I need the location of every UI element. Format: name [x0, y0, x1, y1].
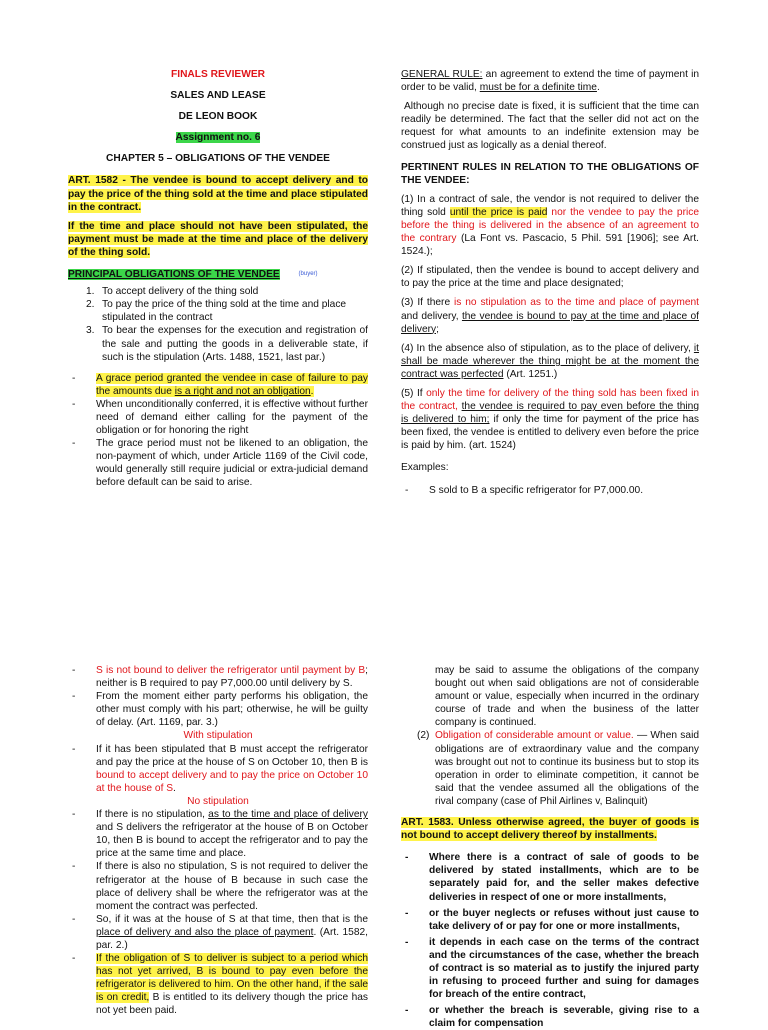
left-column-top	[68, 68, 368, 490]
example-item: - S sold to B a specific refrigerator for P7,000.00.	[405, 484, 644, 496]
art-1582: ART. 1582 - The vendee is bound to accept delivery and to pay the price of the thing sold at the time and place stipulated in the contract.	[68, 175, 368, 213]
continuation-para: may be said to assume the obligations of the company bought out when said obligations are not of considerable amount or value, especially when incurred in the ordinary course of trade and when the business of the latter company is continued.	[435, 665, 699, 729]
obligation-2: (2) Obligation of considerable amount or value. — When said obligations are of extraordinary value and the company was brought out not to continue its business but to stop its operation in order to eliminate competition, it cannot be said that the vendee assumed all the obligations of the rival company (case of Phil Airlines v, Balinquit)	[417, 730, 699, 807]
list-item: - it depends in each case on the terms of the contract and the circumstances of the case, whether the breach of contract is so material as to justify the injured party in refusing to proceed further and suing for damages for breach of the entire contract,	[405, 936, 699, 1001]
examples-label: Examples:	[401, 462, 449, 474]
s-not-bound-item: - S is not bound to deliver the refrigerator until payment by B; neither is B required to pay P7,000.00 until delivery by S.	[72, 665, 368, 690]
although-para: Although no precise date is fixed, it is sufficient that the time can readily be determined. The fact that the seller did not act on the request for what amounts to an indefinite extension may be construed just as logically as a denial thereof.	[401, 101, 699, 152]
so-item: - So, if it was at the house of S at that time, then that is the place of delivery and also the place of payment. (Art. 1582, par. 2.)	[72, 913, 368, 951]
grace-item: - A grace period granted the vendee in case of failure to pay the amounts due is a right and not an obligation.	[72, 372, 368, 397]
top-page	[0, 0, 768, 512]
list-item: 3. To bear the expenses for the execution and registration of the sale and putting the goods in a deliverable state, if such is the stipulation (Arts. 1488, 1521, last par.)	[86, 325, 368, 363]
doc-title: FINALS REVIEWER	[171, 69, 265, 80]
rule-4: (4) In the absence also of stipulation, as to the place of delivery, it shall be made wherever the thing might be at the moment the contract was perfected (Art. 1251.)	[401, 342, 699, 380]
grace-period-item: - The grace period must not be likened to an obligation, the non-payment of which, under Article 1169 of the Civil code, would generally still require judicial or extra-judicial demand before default can be said to arise.	[72, 438, 368, 489]
no-stipulation-item: - If there is no stipulation, as to the time and place of delivery and S delivers the refrigerator at the house of B on October 10, then B is bound to accept the refrigerator and to pay the price at the same time and place.	[72, 809, 368, 860]
doc-subtitle: SALES AND LEASE	[170, 90, 266, 102]
principal-note: (buyer)	[298, 271, 318, 278]
art-1583: ART. 1583. Unless otherwise agreed, the buyer of goods is not bound to accept delivery thereof by installments.	[401, 817, 699, 842]
assignment-label: Assignment no. 6	[175, 132, 261, 144]
general-rule: GENERAL RULE: an agreement to extend the time of payment in order to be valid, must be for a definite time.	[401, 69, 699, 94]
chapter-heading: CHAPTER 5 – OBLIGATIONS OF THE VENDEE	[106, 153, 330, 165]
bottom-page	[0, 512, 768, 1030]
doc-book: DE LEON BOOK	[178, 111, 258, 123]
installment-list	[401, 851, 699, 1030]
list-item: - or whether the breach is severable, giving rise to a claim for compensation	[405, 1005, 699, 1030]
uncond-item: - When unconditionally conferred, it is effective without further need of demand either calling for the payment of the obligation or for honoring the right	[72, 398, 368, 437]
rule-3: (3) If there is no stipulation as to the time and place of payment and delivery, the vendee is bound to pay at the time and place of delivery;	[401, 297, 700, 335]
right-column-bottom	[401, 664, 699, 1030]
principal-heading: PRINCIPAL OBLIGATIONS OF THE VENDEE	[68, 269, 280, 281]
rule-2: (2) If stipulated, then the vendee is bound to accept delivery and to pay the price at the time and place designated;	[401, 265, 699, 290]
no-stipulation-label: No stipulation	[187, 795, 249, 807]
pertinent-heading: PERTINENT RULES IN RELATION TO THE OBLIGATIONS OF THE VENDEE:	[401, 161, 699, 186]
list-item: 2. To pay the price of the thing sold at the time and place stipulated in the contract	[86, 299, 347, 324]
art-1582-b: If the time and place should not have been stipulated, the payment must be made at the time and place of the delivery of the thing sold.	[68, 220, 368, 258]
rule-1: (1) In a contract of sale, the vendor is not required to deliver the thing sold until the price is paid nor the vendee to pay the price before the thing is delivered in the absence of an agreement to the contrary (La Font vs. Pascacio, 5 Phil. 591 [1906]; see Art. 1524.);	[401, 193, 699, 258]
right-column-top	[401, 68, 699, 497]
obligations-list	[68, 285, 368, 364]
list-item: - or the buyer neglects or refuses without just cause to take delivery of or pay for one or more installments,	[405, 907, 699, 932]
with-stipulation-label: With stipulation	[183, 730, 253, 742]
list-item: 1. To accept delivery of the thing sold	[86, 286, 259, 298]
period-item: - If the obligation of S to deliver is subject to a period which has not yet arrived, B is bound to pay even before the refrigerator is delivered to him. On the other hand, if the sale is on credit, B is entitled to its delivery though the price has not yet been paid.	[72, 953, 368, 1017]
list-item: - Where there is a contract of sale of goods to be delivered by stated installments, which are to be separately paid for, and the seller makes defective deliveries in respect of one or more installments,	[405, 852, 699, 903]
also-no-item: - If there is also no stipulation, S is not required to deliver the refrigerator at the house of B because in such case the place of delivery shall be where the refrigerator was at the moment the contract was perfected.	[72, 861, 368, 912]
left-column-bottom	[68, 664, 368, 1018]
rule-5: (5) If only the time for delivery of the thing sold has been fixed in the contract, the vendee is required to pay even before the thing is delivered to him; if only the time for payment of the price has been fixed, the vendee is entitled to delivery even before the price is paid by him. (art. 1524)	[401, 387, 700, 452]
from-moment-item: - From the moment either party performs his obligation, the other must comply with his part; otherwise, he will be guilty of delay. (Art. 1169, par. 3.)	[72, 691, 368, 729]
stipulation-item: - If it has been stipulated that B must accept the refrigerator and pay the price at the house of S on October 10, then B is bound to accept delivery and to pay the price on October 10 at the house of S.	[72, 743, 368, 794]
